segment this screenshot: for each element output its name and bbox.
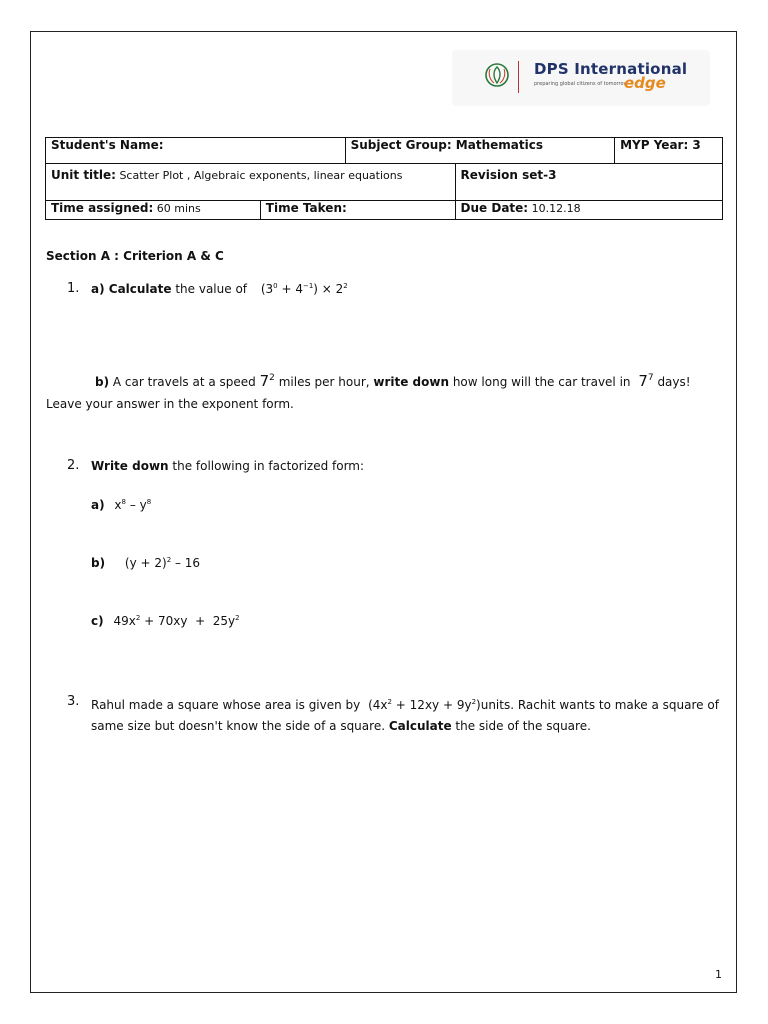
time-assigned-label: Time assigned: [51,201,154,215]
question-1a-text: the value of [171,282,248,296]
question-2-prompt [91,459,364,473]
time-assigned-value: 60 mins [153,202,201,215]
question-1a [91,282,348,296]
question-1-number: 1. [67,281,80,296]
days-expression: $7^7$ [638,372,654,390]
question-3-calculate: Calculate [388,719,452,733]
logo-edge: edge [624,74,666,92]
student-info-table [45,137,723,220]
subject-group-cell [345,138,614,164]
subject-group-label: Subject Group: [350,138,452,152]
question-2b [91,556,200,570]
question-1a-expression: $(3^0 + 4^{-1}) \times 2^2$ [260,282,348,296]
time-taken-label: Time Taken: [265,201,347,215]
students-name-cell [46,138,346,164]
time-taken-cell [260,201,455,220]
unit-title-cell [46,164,456,201]
question-2c [91,614,240,628]
students-name-label: Student's Name: [51,138,164,152]
dps-emblem-icon [484,60,510,90]
question-1b-text-3: how long will the car travel in [449,375,635,389]
school-logo [452,50,710,106]
question-3-text-3: the side of the square. [451,719,591,733]
question-2a-label: a) [91,498,105,512]
question-3-text-2: units. Rachit wants to make a square of same size but doesn't know the side of a square. [91,698,719,733]
due-date-value: 10.12.18 [528,202,581,215]
question-2a-expression: $x^8 - y^8$ [114,498,152,512]
question-2c-expression: $49x^2 + 70xy + 25y^2$ [113,614,240,628]
area-expression: $(4x^2 + 12xy + 9y^2)$ [368,698,481,712]
question-1b-text-2: miles per hour, [274,375,374,389]
page-number: 1 [715,968,722,981]
question-2b-expression: $(y + 2)^2 - 16$ [124,556,201,570]
myp-year-label: MYP Year: 3 [620,138,701,152]
question-1b-write-down: write down [373,375,450,389]
unit-title-value: Scatter Plot , Algebraic exponents, linear equations [115,169,403,182]
unit-title-label: Unit title: [51,168,116,182]
logo-name: DPS International [534,60,688,78]
question-2c-label: c) [91,614,104,628]
question-1a-label: a) Calculate [91,282,172,296]
revision-set-cell [455,164,722,201]
subject-group-value: Mathematics [451,138,543,152]
question-3-text [91,695,721,737]
question-1b [95,372,691,390]
time-assigned-cell [46,201,261,220]
question-1b-text-1: A car travels at a speed [109,375,260,389]
question-1b-label: b) [95,375,110,389]
question-2-text: the following in factorized form: [168,459,365,473]
question-3-number: 3. [67,694,80,709]
speed-expression: $7^2$ [259,372,275,390]
due-date-label: Due Date: [460,201,529,215]
question-2-number: 2. [67,458,80,473]
question-3-text-1: Rahul made a square whose area is given by [91,698,365,712]
question-1b-instruction: Leave your answer in the exponent form. [46,397,294,411]
question-2a [91,498,151,512]
logo-divider [518,61,519,93]
due-date-cell [455,201,722,220]
question-1b-text-4: days! [653,375,691,389]
revision-set-label: Revision set-3 [460,168,557,182]
logo-tagline: preparing global citizens of tomorrow [534,81,628,87]
question-2b-label: b) [91,556,106,570]
question-2-label: Write down [91,459,169,473]
section-heading: Section A : Criterion A & C [46,249,224,263]
myp-year-cell [615,138,723,164]
